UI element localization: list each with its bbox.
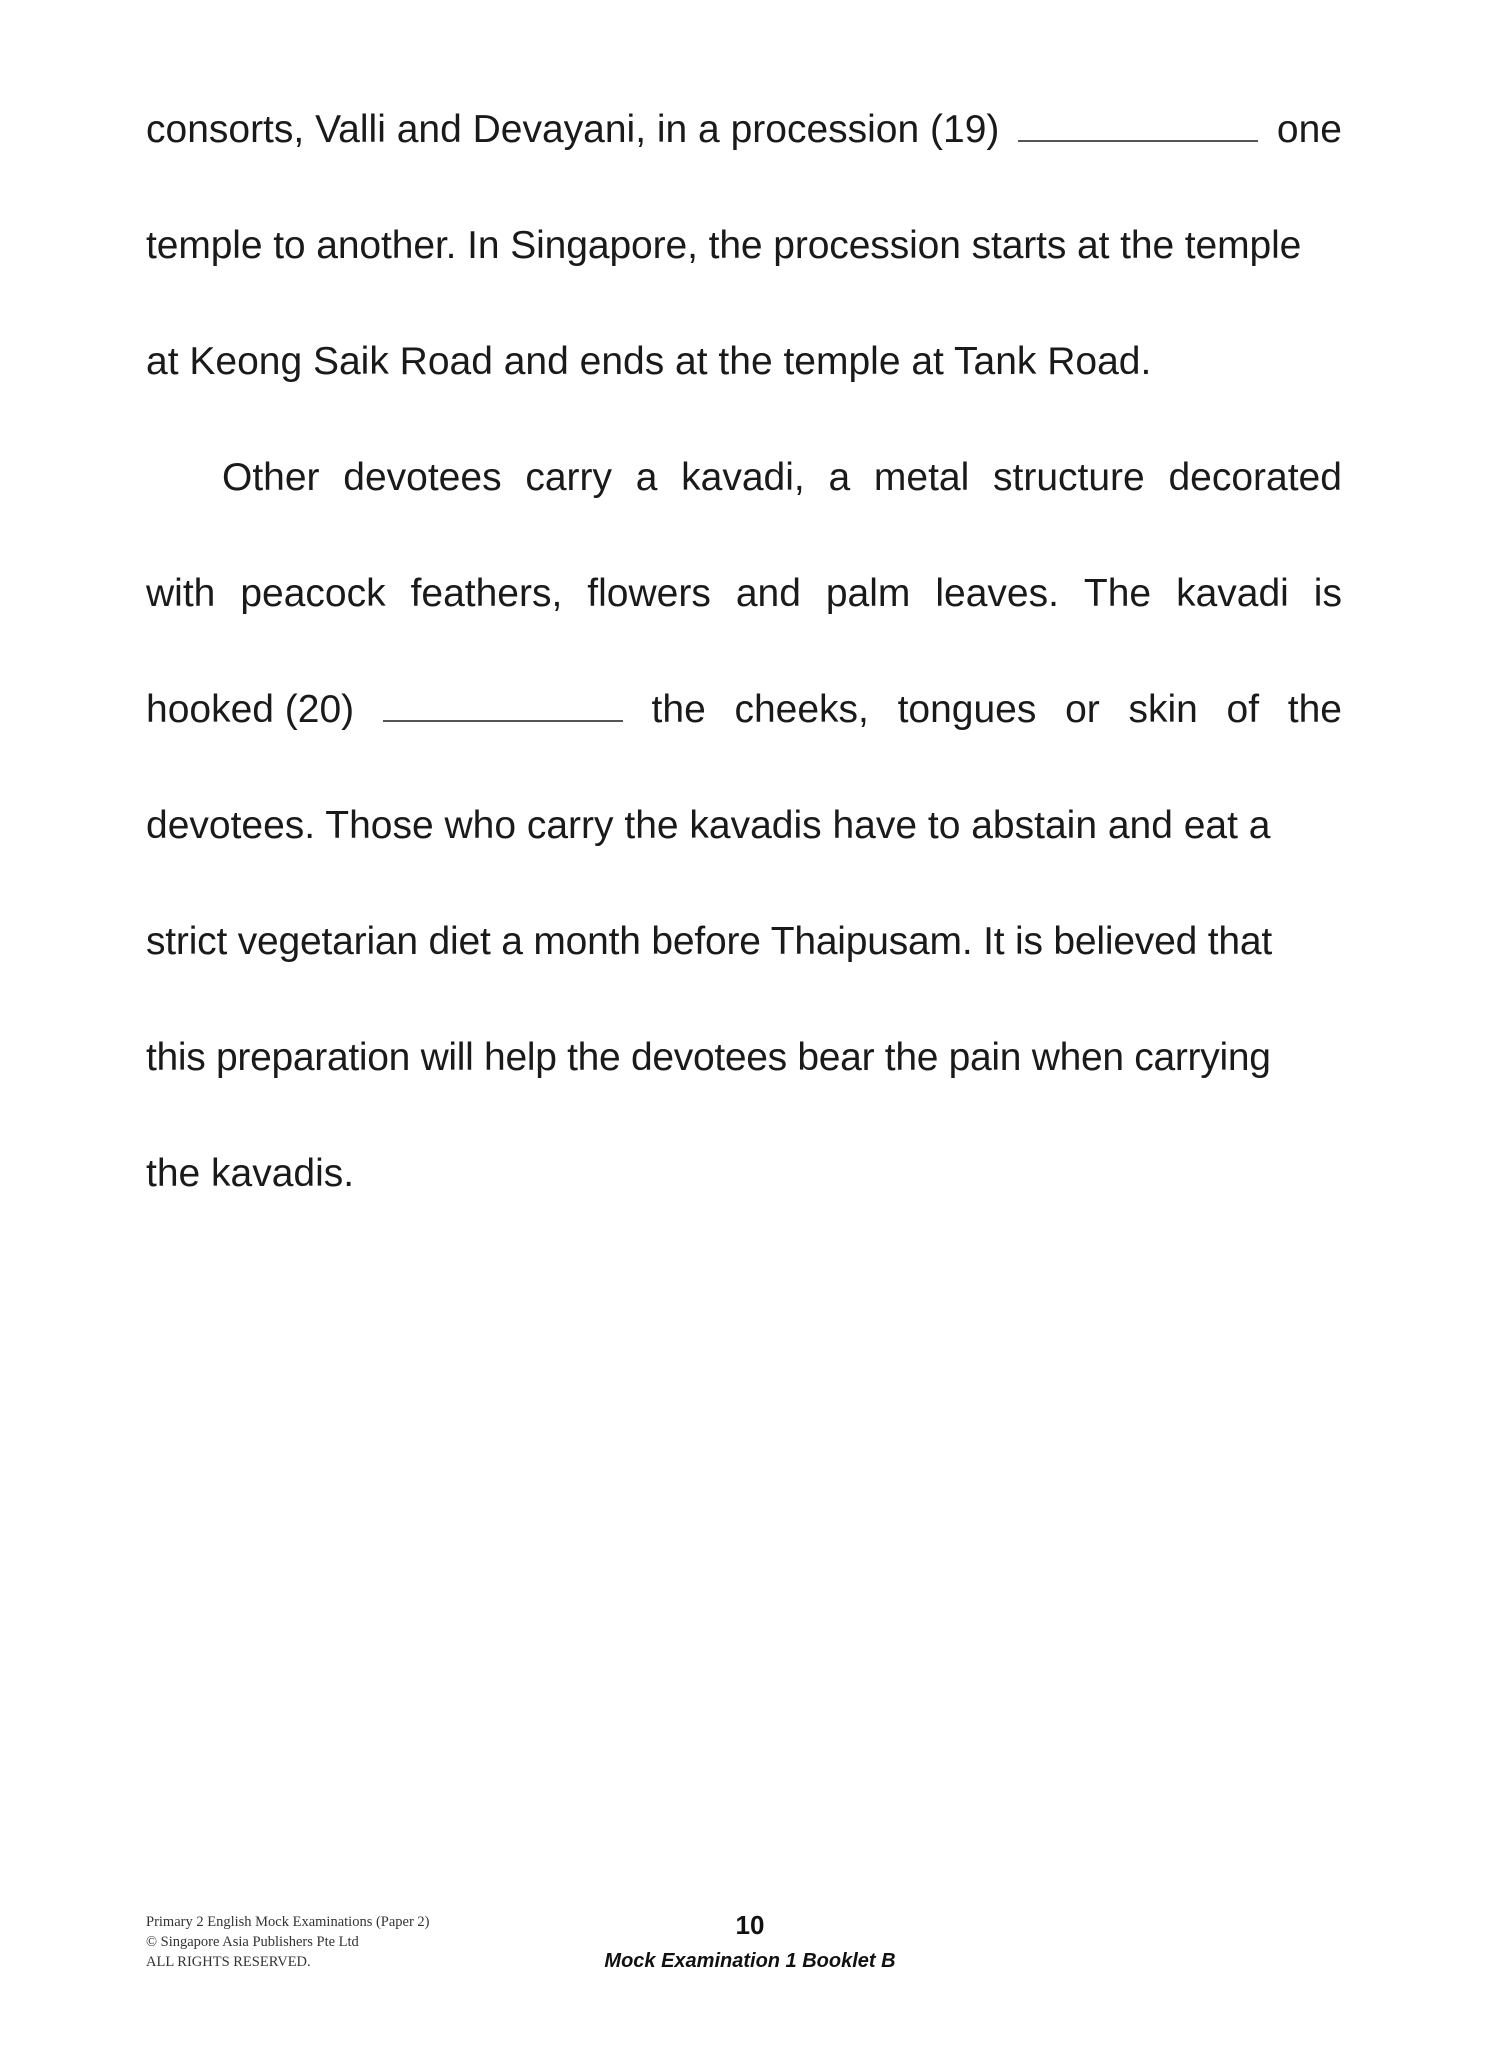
line-1-text-after: one xyxy=(1276,108,1342,151)
footer-publisher-info xyxy=(146,1912,430,1972)
line-4-word: carry xyxy=(525,456,612,499)
passage-line-7: devotees. Those who carry the kavadis have to abstain and eat a xyxy=(146,804,1271,847)
line-5-word: is xyxy=(1313,572,1342,615)
line-4-word: a xyxy=(828,456,851,499)
passage-line-3: at Keong Saik Road and ends at the temple at Tank Road. xyxy=(146,340,1152,383)
passage-line-2: temple to another. In Singapore, the procession starts at the temple xyxy=(146,224,1302,267)
line-6-word: of xyxy=(1226,688,1260,731)
line-4-word: kavadi, xyxy=(681,456,805,499)
line-5-word: The xyxy=(1083,572,1152,615)
line-4-word: structure xyxy=(993,456,1145,499)
line-5-word: leaves. xyxy=(935,572,1059,615)
page-number: 10 xyxy=(735,1910,765,1940)
line-5-word: feathers, xyxy=(410,572,563,615)
line-4-word: devotees xyxy=(343,456,502,499)
footer-copyright: © Singapore Asia Publishers Pte Ltd xyxy=(146,1934,359,1950)
passage-line-5 xyxy=(146,564,1342,624)
line-4-word: metal xyxy=(873,456,970,499)
line-5-word: with xyxy=(146,572,216,615)
answer-blank-19[interactable] xyxy=(1018,110,1258,142)
passage-line-8: strict vegetarian diet a month before Thaipusam. It is believed that xyxy=(146,920,1272,963)
line-5-word: flowers xyxy=(587,572,711,615)
line-6-word: the xyxy=(1287,688,1342,731)
passage-line-6 xyxy=(146,680,1342,740)
passage-line-4 xyxy=(222,448,1342,508)
line-4-word: Other xyxy=(222,456,320,499)
exam-booklet-label: Mock Examination 1 Booklet B xyxy=(604,1950,896,1972)
passage-line-10: the kavadis. xyxy=(146,1152,355,1195)
line-6-text-before: hooked (20) xyxy=(146,688,355,731)
passage-line-9: this preparation will help the devotees bear the pain when carrying xyxy=(146,1036,1271,1079)
line-6-word: cheeks, xyxy=(734,688,869,731)
line-4-word: a xyxy=(635,456,658,499)
line-5-word: peacock xyxy=(240,572,386,615)
line-6-word: skin xyxy=(1128,688,1198,731)
footer-book-title: Primary 2 English Mock Examinations (Paper 2) xyxy=(146,1914,430,1930)
line-5-word: and xyxy=(735,572,801,615)
line-1-text-before: consorts, Valli and Devayani, in a procession (19) xyxy=(146,108,1000,151)
footer-rights: ALL RIGHTS RESERVED. xyxy=(146,1954,311,1970)
line-5-word: kavadi xyxy=(1176,572,1289,615)
answer-blank-20[interactable] xyxy=(383,690,623,722)
passage-line-1 xyxy=(146,100,1342,160)
line-5-word: palm xyxy=(825,572,911,615)
line-4-word: decorated xyxy=(1168,456,1342,499)
line-6-word: the xyxy=(651,688,706,731)
line-6-word: tongues xyxy=(897,688,1037,731)
line-6-word: or xyxy=(1065,688,1100,731)
